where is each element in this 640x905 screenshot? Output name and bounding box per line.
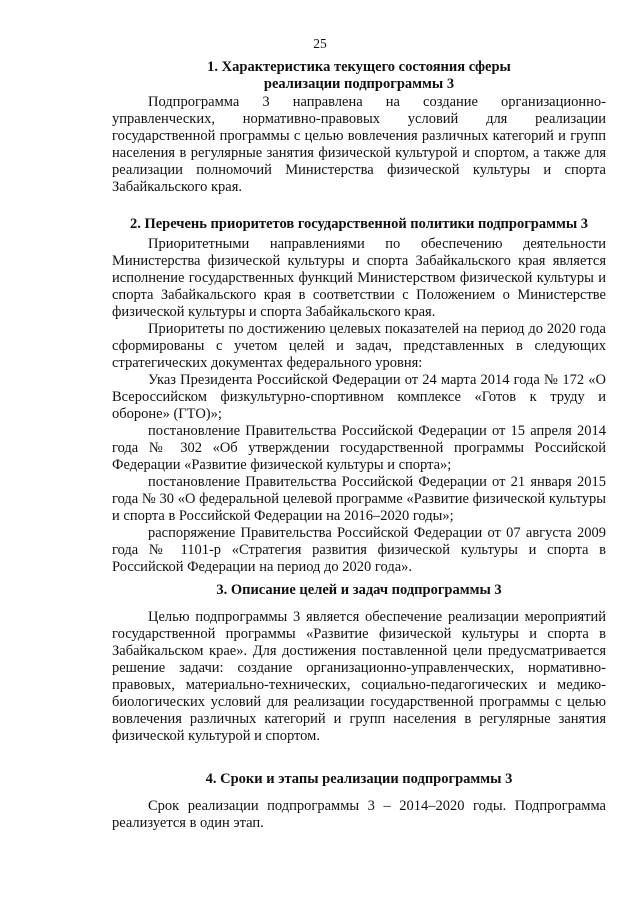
section-3-heading: 3. Описание целей и задач подпрограммы 3 xyxy=(216,582,502,598)
section-2-paragraph-3: Указ Президента Российской Федерации от 24 марта 2014 года № 172 «О Всероссийском физкультурно-спортивном комплексе «Готов к труду и обороне» (ГТО)»; xyxy=(112,372,606,422)
section-2-paragraph-2: Приоритеты по достижению целевых показателей на период до 2020 года сформированы с учетом целей и задач, представленных в следующих стратегических документах федерального уровня: xyxy=(112,321,606,371)
document-body xyxy=(112,59,606,832)
section-4-paragraph-1: Срок реализации подпрограммы 3 – 2014–2020 годы. Подпрограмма реализуется в один этап. xyxy=(112,798,606,831)
section-3-paragraph-1: Целью подпрограммы 3 является обеспечение реализации мероприятий государственной программы «Развитие физической культуры и спорта в Забайкальском крае». Для достижения поставленной цели предусматривается решение задачи: создание организационно-управленческих, нормативно-правовых, материально-технических, социально-педагогических и медико-биологических условий для реализации государственной программы с целью вовлечения различных категорий и групп населения в регулярные занятия физической культурой и спортом. xyxy=(112,609,606,744)
section-1-paragraph-1: Подпрограмма 3 направлена на создание организационно-управленческих, нормативно-правовых условий для реализации государственной программы с целью вовлечения различных категорий и групп населения в регулярные занятия физической культурой и спортом, а также для реализации полномочий Министерства физической культуры и спорта Забайкальского края. xyxy=(112,94,606,195)
page-number: 25 xyxy=(313,36,327,51)
section-1-heading xyxy=(112,59,606,93)
section-2-paragraph-6: распоряжение Правительства Российской Федерации от 07 августа 2009 года № 1101-р «Стратегия развития физической культуры и спорта в Российской Федерации на период до 2020 года». xyxy=(112,525,606,575)
section-1-heading-line2: реализации подпрограммы 3 xyxy=(263,76,455,92)
section-2-heading: 2. Перечень приоритетов государственной политики подпрограммы 3 xyxy=(129,216,589,232)
section-1-heading-line1: 1. Характеристика текущего состояния сферы xyxy=(207,59,511,75)
section-2-paragraph-1: Приоритетными направлениями по обеспечению деятельности Министерства физической культуры и спорта Забайкальского края является исполнение государственных функций Министерством физической культуры и спорта Забайкальского края в соответствии с Положением о Министерстве физической культуры и спорта Забайкальского края. xyxy=(112,236,606,320)
section-4-heading: 4. Сроки и этапы реализации подпрограммы 3 xyxy=(205,771,513,787)
section-2-paragraph-5: постановление Правительства Российской Федерации от 21 января 2015 года № 30 «О федеральной целевой программе «Развитие физической культуры и спорта в Российской Федерации на 2016–2020 годы»; xyxy=(112,474,606,524)
section-2-paragraph-4: постановление Правительства Российской Федерации от 15 апреля 2014 года № 302 «Об утверждении государственной программы Российской Федерации «Развитие физической культуры и спорта»; xyxy=(112,423,606,473)
